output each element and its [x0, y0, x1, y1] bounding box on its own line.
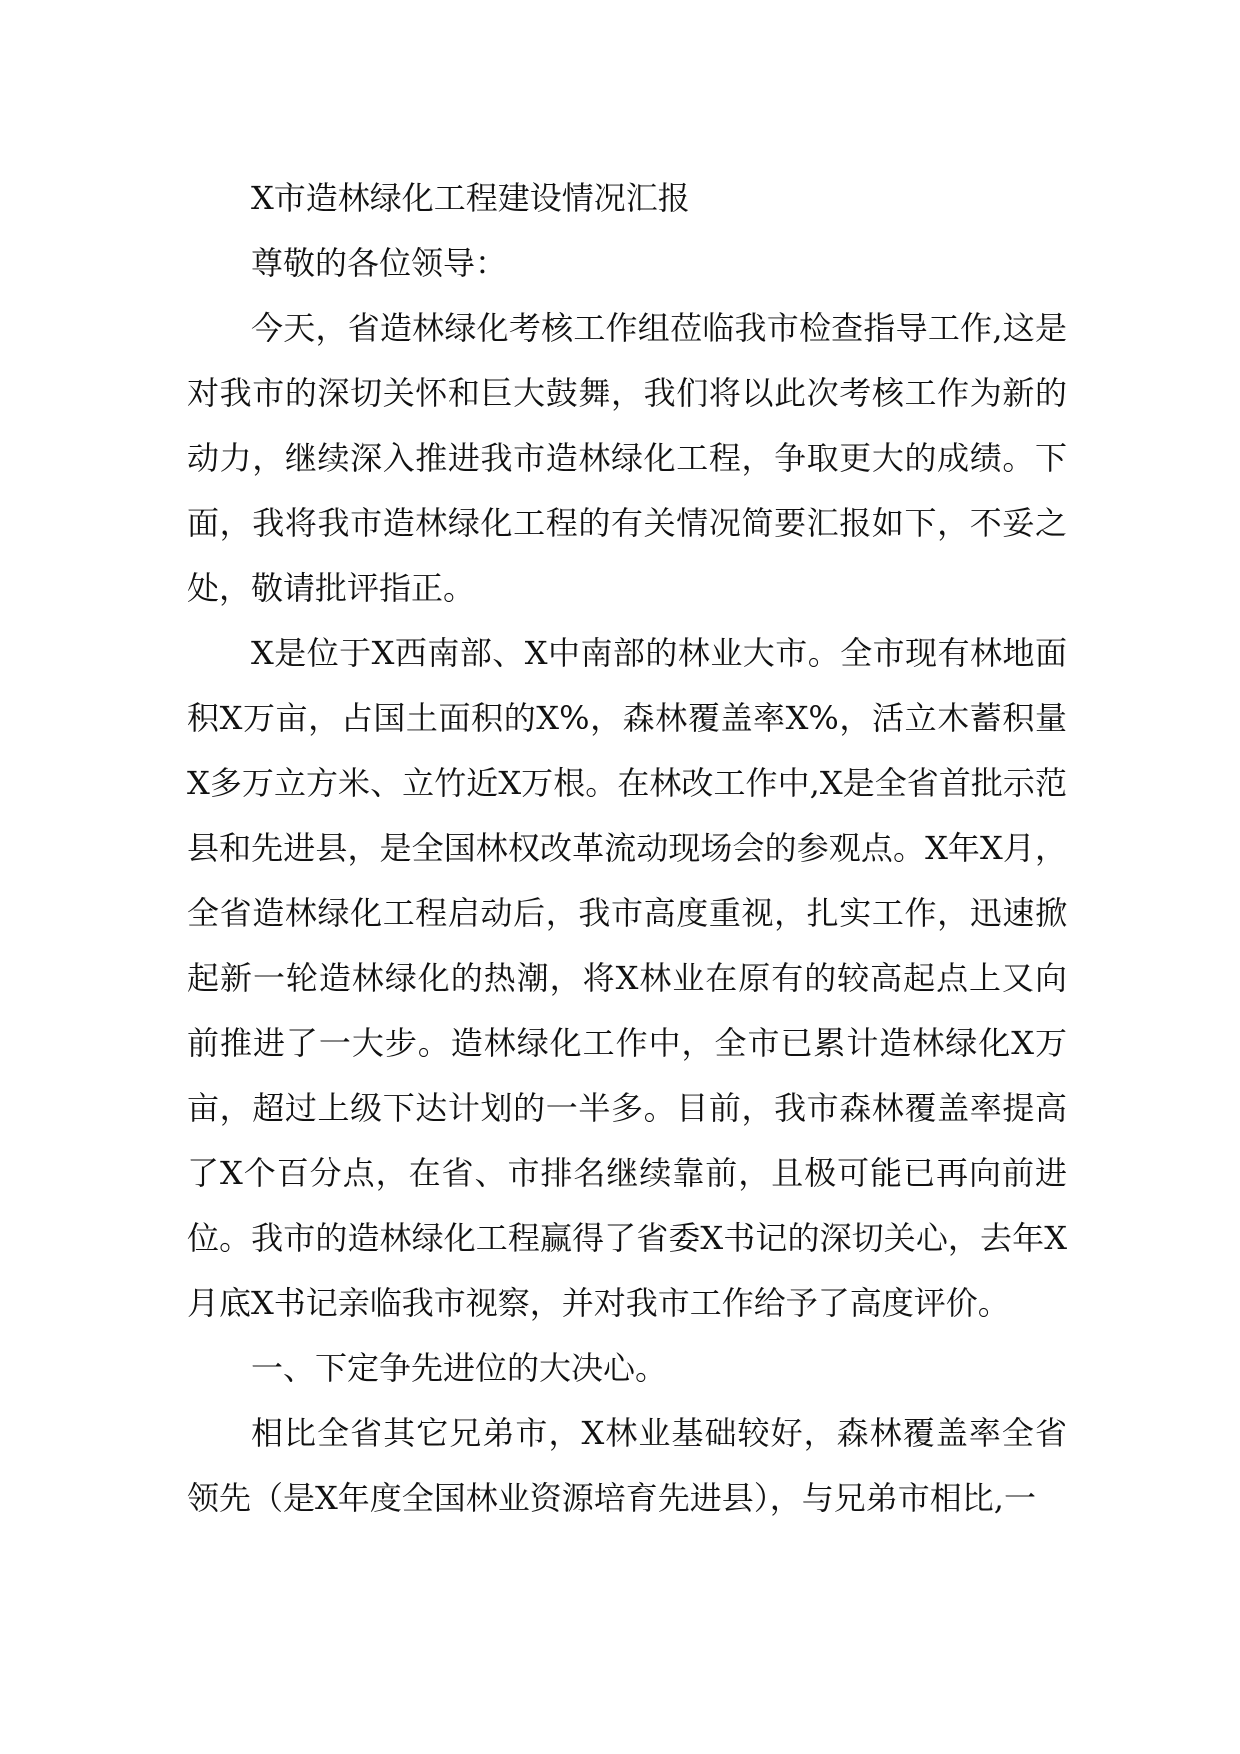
salutation: 尊敬的各位领导： [251, 244, 508, 282]
paragraph-overview: X是位于X西南部、X中南部的林业大市。全市现有林地面积X万亩，占国土面积的X%，森林覆盖率X%，活立木蓄积量X多万立方米、立竹近X万根。在林改工作中,X是全省首批示范县和先进县，是全国林权改革流动现场会的参观点。X年X月，全省造林绿化工程启动后，我市高度重视，扎实工作，迅速掀起新一轮造林绿化的热潮，将X林业在原有的较高起点上又向前推进了一大步。造林绿化工作中，全市已累计造林绿化X万亩，超过上级下达计划的一半多。目前，我市森林覆盖率提高了X个百分点，在省、市排名继续靠前，且极可能已再向前进位。我市的造林绿化工程赢得了省委X书记的深切关心，去年X月底X书记亲临我市视察，并对我市工作给予了高度评价。 [187, 634, 1067, 1322]
document-title: X市造林绿化工程建设情况汇报 [251, 179, 690, 217]
paragraph-intro: 今天，省造林绿化考核工作组莅临我市检查指导工作,这是对我市的深切关怀和巨大鼓舞，我们将以此次考核工作为新的动力，继续深入推进我市造林绿化工程，争取更大的成绩。下面，我将我市造林绿化工程的有关情况简要汇报如下，不妥之处，敬请批评指正。 [187, 309, 1067, 607]
paragraph-section-one: 相比全省其它兄弟市，X林业基础较好，森林覆盖率全省领先（是X年度全国林业资源培育先进县），与兄弟市相比,一 [187, 1414, 1067, 1517]
section-heading: 一、下定争先进位的大决心。 [251, 1349, 668, 1387]
document-body [187, 166, 1067, 1531]
